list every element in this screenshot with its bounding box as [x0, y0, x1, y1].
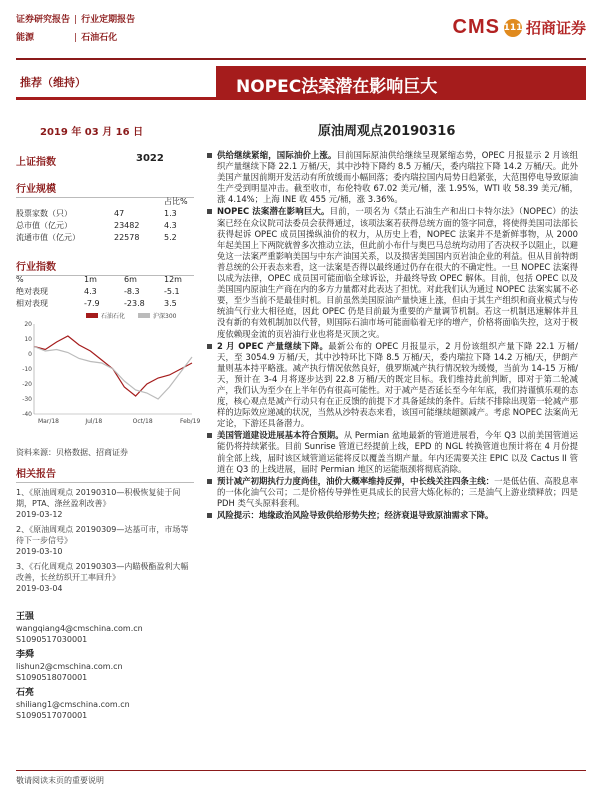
x-tick-label: Mar/18 — [38, 418, 59, 425]
x-tick-label: Feb/19 — [180, 418, 201, 425]
rating-label: 推荐（维持） — [16, 66, 216, 100]
related-report-title: 1、《原油周观点 20190310—积极恢复徒于间期，PTA、涤丝盈利改善》 — [16, 488, 181, 508]
subsector-label: 石油石化 — [81, 33, 118, 43]
analyst-cert: S1090518070001 — [16, 673, 88, 682]
page-footer: 敬请阅读末页的重要说明 — [16, 770, 586, 786]
analyst-name: 李舜 — [16, 650, 35, 660]
y-tick-label: 0 — [28, 351, 32, 358]
report-title: NOPEC法案潜在影响巨大 — [236, 77, 438, 97]
performance-heading: 行业指数 — [16, 258, 194, 276]
related-reports — [16, 465, 194, 594]
analyst-name: 石亮 — [16, 688, 35, 698]
related-report-date: 2019-03-10 — [16, 547, 63, 556]
report-header — [16, 8, 586, 60]
cms-logo — [453, 16, 586, 39]
legend-swatch — [86, 313, 98, 318]
analyst-name: 王强 — [16, 612, 35, 622]
analyst-cert: S1090517030001 — [16, 635, 88, 644]
related-report-title: 3、《石化周观点 20190303—内瞄极酯盈利大幅改善，长丝纺织开工率回升》 — [16, 562, 189, 582]
y-tick-label: -30 — [22, 396, 32, 403]
bullet-paragraph: 供给继续紧缩，国际油价上涨。目前国际原油供给继续呈现紧缩态势，OPEC 月报显示 2 月该组织产量继续下降 22.1 万桶/天，其中沙特下降约 8.5 万桶/天，委内瑞拉下降 14.2 万桶/天。此外美国产量因前期开发活动有所放缓而小幅回落；委内瑞拉国内局势日趋紧张，大范围停电导致原油生产受到明显冲击。截至收市，布伦特收 67.02 美元/桶，涨 1.95%，WTI 收 58.39 美元/桶，涨 4.14%；上海 INE 收 455 元/桶，涨 3.36%。 — [206, 150, 578, 205]
related-report-date: 2019-03-12 — [16, 510, 63, 519]
analyst-block — [16, 650, 194, 683]
series-line — [34, 336, 192, 396]
logo-chinese: 招商证券 — [525, 19, 586, 37]
report-date: 2019 年 03 月 16 日 — [40, 127, 144, 138]
table-row: 总市值（亿元） 23482 4.3 — [16, 221, 177, 230]
sector-label: 能源 — [16, 33, 35, 43]
bullet-paragraph: 2 月 OPEC 产量继续下降。最新公布的 OPEC 月报显示，2 月份该组织产量下降 22.1 万桶/天，至 3054.9 万桶/天，其中沙特环比下降 8.5 万桶/天，委内瑞拉下降 14.2 万桶/天，伊朗产量则基本持平略涨。减产执行情况依然良好，俄罗斯减产执行情况较为缓慢，当前为 14-15 万桶/天，预计在 3-4 月将逐步达到 22.8 万桶/天的既定目标。我们维持此前判断，即对于第二轮减产，我们认为至少在上半年仍有很高可能性。对于减产是否延长至今年年底，我们持谨慎乐观的态度，核心观点是减产行动只有在正反馈的前提下才具备延续的条件。后续不排除出现第一轮减产那样的边际效应递减的状况，当然从沙特表态来看，该国可能继续超额减产。考虑 NOPEC 法案尚无定论，下游还具备潜力。 — [206, 341, 578, 430]
y-tick-label: 20 — [24, 321, 32, 328]
related-heading: 相关报告 — [16, 465, 194, 483]
report-type-label: 证券研究报告 — [16, 15, 71, 25]
industry-col-header: 占比% — [164, 197, 188, 206]
industry-table — [16, 196, 194, 244]
analyst-email: wangqiang4@cmschina.com.cn — [16, 624, 143, 633]
header-row-2: 能源 | 石油石化 — [16, 33, 118, 43]
bullet-paragraph: 预计减产初期执行力度尚佳，油价大概率维持反弹，中长线关注四条主线：一是低估值、高股息率的一体化油气公司；二是价格传导弹性更具成长的民营大炼化标的；三是油气上游业绩释放；四是 PDH 类气头原料套利。 — [206, 476, 578, 509]
index-row — [16, 153, 194, 167]
table-row: 相对表现 -7.9 -23.8 3.5 — [16, 299, 177, 308]
bullet-paragraph: NOPEC 法案潜在影响巨大。目前，一项名为《禁止石油生产和出口卡特尔法》（NOPEC）的法案已经在众议院司法委员会获得通过，该项法案若获得总统方面的签字同意，将使得美国司法部长获得起诉 OPEC 成员国操纵油价的权力，从历史上看，NOPEC 法案并不是新鲜事物，从 2000 年起美国上下两院就曾多次推动立法，但此前小布什与奥巴马总统均动用了否决权予以阻止，以避免这一法案严重影响美国与中东产油国关系，以及损害美国国内页岩油企业的利益。但从目前特朗普总统的公开表态来看，这一法案是否得以最终通过仍存在很大的不确定性。一旦 NOPEC 法案得以成为法律，OPEC 成员国可能面临全球诉讼，并最终导致 OPEC 解体。目前，包括 OPEC 以及美国国内原油生产商在内的多方力量都对此表达了担忧。对此我们认为通过 NOPEC 法案实属不必要，至少当前不是最佳时机。目前虽然美国原油产量快速上涨，但由于其生产组织和商业模式与传统油气行业大相径庭，因此 OPEC 仍是目前最为重要的产量调节机制。若这一机制迅速解体并且没有新的有效机制加以代替，则国际石油市场可能面临着无序的增产，价格将面临失控，这对于极度依赖现金流的页岩油行业也将是灭顶之灾。 — [206, 206, 578, 339]
legend-label: 石油石化 — [101, 313, 126, 320]
analyst-block — [16, 612, 194, 645]
legend-swatch — [138, 313, 150, 318]
logo-latin: CMS — [452, 16, 500, 38]
bullet-paragraph: 美国管道建设进展基本符合预期。从 Permian 盆地最新的管道进展看，今年 Q3 以前美国管道运能仍将持续紧张。目前 Sunrise 管道已经提前上线，EPD 的 NGL 转换管道也预计将在 4 月份提前全部上线，届时该区域管道运能将反以覆盖当期产量。年内还需要关注 EPIC 以及 Cactus II 管道在 Q3 的上线进展，届时 Permian 地区的运能瓶颈将彻底消除。 — [206, 430, 578, 474]
index-value: 3022 — [136, 153, 164, 164]
chart-source: 资料来源：贝格数据、招商证券 — [16, 448, 128, 457]
bullet-paragraph: 风险提示：地缘政治风险导致供给形势失控；经济衰退导致原油需求下降。 — [206, 510, 578, 521]
table-row: 流通市值（亿元） 22578 5.2 — [16, 233, 177, 242]
performance-chart — [16, 310, 201, 430]
x-tick-label: Jul/18 — [85, 418, 103, 425]
y-tick-label: -10 — [22, 366, 32, 373]
logo-badge-icon: 111 — [504, 19, 522, 37]
index-label: 上证指数 — [16, 157, 56, 168]
analyst-email: shiliang1@cmschina.com.cn — [16, 700, 130, 709]
related-report-title: 2、《原油周观点 20190309—达基可市，市场等待下一步信号》 — [16, 525, 189, 545]
industry-heading: 行业规模 — [16, 180, 194, 198]
related-report-date: 2019-03-04 — [16, 584, 63, 593]
y-tick-label: -40 — [22, 411, 32, 418]
title-band — [16, 66, 586, 100]
analyst-email: lishun2@cmschina.com.cn — [16, 662, 123, 671]
legend-label: 沪深300 — [153, 313, 177, 320]
header-row-1: 证券研究报告 | 行业定期报告 — [16, 15, 136, 25]
series-line — [34, 347, 192, 400]
report-subtitle: 原油周观点20190316 — [318, 124, 456, 139]
table-row: 股票家数（只） 47 1.3 — [16, 209, 177, 218]
analyst-cert: S1090517070001 — [16, 711, 88, 720]
report-body — [206, 150, 578, 522]
table-row: 绝对表现 4.3 -8.3 -5.1 — [16, 287, 180, 296]
performance-table: % 1m 6m 12m 绝对表现 4.3 -8.3 -5.1 相对表现 -7.9 -23.8 3.5 — [16, 274, 194, 310]
header-divider — [16, 58, 586, 60]
analyst-block — [16, 688, 194, 721]
report-category-label: 行业定期报告 — [81, 15, 136, 25]
x-tick-label: Oct/18 — [132, 418, 153, 425]
y-tick-label: -20 — [22, 381, 32, 388]
y-tick-label: 10 — [24, 336, 32, 343]
